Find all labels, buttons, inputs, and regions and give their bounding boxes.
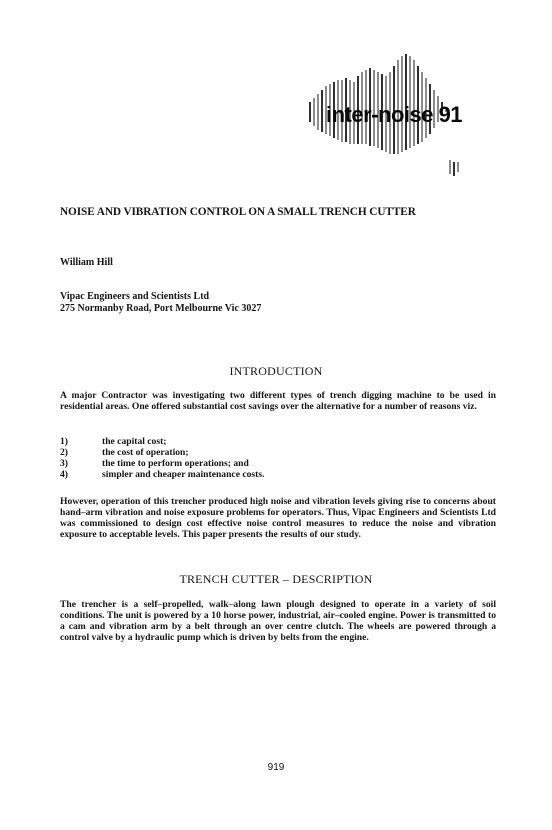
list-text: the capital cost; [102,436,167,447]
paper-title: NOISE AND VIBRATION CONTROL ON A SMALL TRENCH CUTTER [60,206,416,218]
list-item [60,458,496,469]
introduction-paragraph: However, operation of this trencher produced high noise and vibration levels giving rise to concerns about hand–arm vibration and noise exposure problems for operators. Thus, Vipac Engineers and Scientists Ltd was commissioned to design cost effective noise control measures to reduce the noise and vibration exposure to acceptable levels. This paper presents the results of our study. [60,496,496,540]
section-heading-description: TRENCH CUTTER – DESCRIPTION [179,572,373,586]
affiliation-line: 275 Normanby Road, Port Melbourne Vic 3027 [60,303,262,314]
list-item [60,436,496,447]
reasons-list [60,436,496,480]
affiliation [60,291,261,315]
list-text: the time to perform operations; and [102,458,249,469]
list-number: 3) [60,458,68,469]
list-number: 2) [60,447,68,458]
list-number: 4) [60,469,68,480]
list-number: 1) [60,436,68,447]
page-number: 919 [267,762,285,773]
author-name: William Hill [60,257,113,268]
list-item [60,469,496,480]
logo-text: inter-noise 91 [326,102,463,127]
list-text: the cost of operation; [102,447,189,458]
section-heading-introduction: INTRODUCTION [229,364,323,378]
introduction-paragraph: A major Contractor was investigating two different types of trench digging machine to be used in residential areas. One offered substantial cost savings over the alternative for a number of reasons viz. [60,390,496,412]
list-item [60,447,496,458]
affiliation-line: Vipac Engineers and Scientists Ltd [60,291,210,302]
description-paragraph: The trencher is a self–propelled, walk–along lawn plough designed to operate in a variety of soil conditions. The unit is powered by a 10 horse power, industrial, air–cooled engine. Power is transmitted to a cam and vibration arm by a belt through an over centre clutch. The wheels are powered through a control valve by a hydraulic pump which is driven by belts from the engine. [60,599,496,643]
list-text: simpler and cheaper maintenance costs. [102,469,265,480]
